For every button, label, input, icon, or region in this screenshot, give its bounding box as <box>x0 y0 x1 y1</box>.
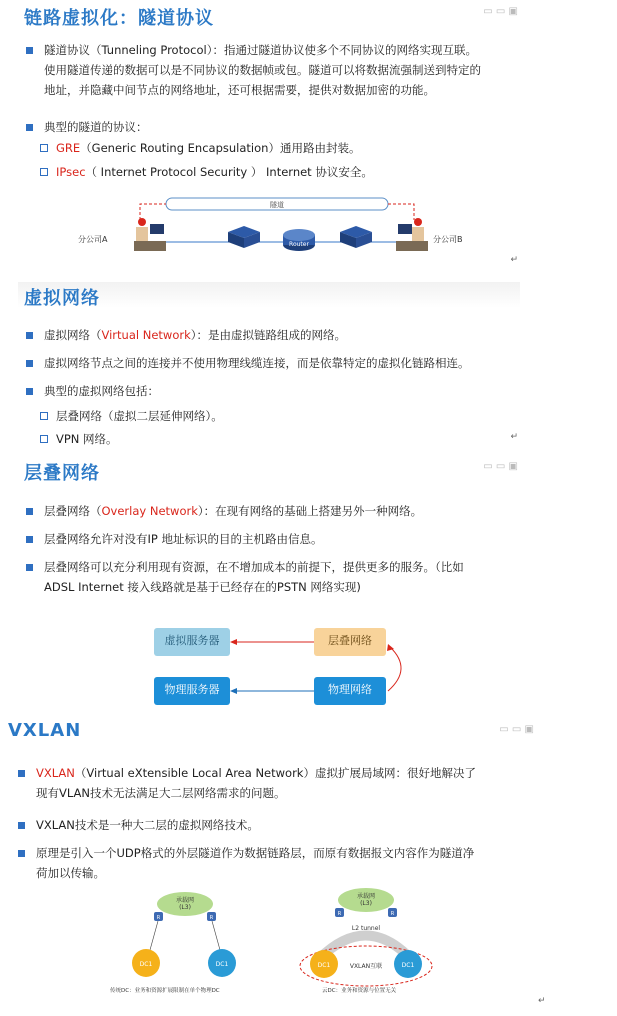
cloud-sub-label: (L3) <box>360 900 372 907</box>
bullet-icon <box>26 508 33 515</box>
text: ）：是由虚拟链路组成的网络。 <box>190 328 346 342</box>
branch-a-label: 分公司A <box>78 235 108 244</box>
return-mark-icon: ↵ <box>538 996 546 1006</box>
paragraph <box>44 501 422 521</box>
slide-tunnel-protocol <box>18 0 520 268</box>
l2-tunnel-label: L2 tunnel <box>351 925 381 932</box>
slide-title: 虚拟网络 <box>24 288 100 309</box>
paragraph: 典型的虚拟网络包括： <box>44 384 159 398</box>
return-mark-icon: ↵ <box>510 432 518 442</box>
router-icon <box>283 229 315 251</box>
office-left-icon <box>134 218 166 251</box>
paragraph <box>44 325 346 345</box>
sub-bullet-icon <box>40 435 48 443</box>
dc-label: DC1 <box>317 962 331 969</box>
bullet-icon <box>26 47 33 54</box>
dc-label: DC1 <box>139 961 153 968</box>
text-line: 隧道协议（Tunneling Protocol）：指通过隧道协议使多个不同协议的网络实现互联。 <box>44 43 477 57</box>
slide-title: 层叠网络 <box>24 463 100 484</box>
paragraph: 层叠网络允许对没有IP 地址标识的目的主机路由信息。 <box>44 532 323 546</box>
text: 层叠网络（ <box>44 504 102 518</box>
router-switch-right-icon <box>340 226 372 248</box>
text: ）：在现有网络的基础上搭建另外一种网络。 <box>197 504 423 518</box>
list-text: （ Internet Protocol Security ） Internet 协议安全。 <box>85 165 373 179</box>
keyword: Overlay Network <box>101 504 198 518</box>
slide-vxlan <box>0 718 546 1008</box>
router-r-label: R <box>337 911 342 917</box>
return-mark-icon: ↵ <box>510 255 518 265</box>
bullet-icon <box>18 822 25 829</box>
slide-title: 链路虚拟化：隧道协议 <box>24 8 214 29</box>
tunnel-label: 隧道 <box>270 201 284 209</box>
caption-right: 云DC：业务和资源与位置无关 <box>322 988 397 994</box>
branch-b-label: 分公司B <box>433 235 463 244</box>
slide-overlay-network <box>18 455 520 717</box>
list-item: VPN 网络。 <box>56 432 118 446</box>
bullet-icon <box>26 564 33 571</box>
sub-bullet-icon <box>40 168 48 176</box>
keyword: Virtual Network <box>101 328 191 342</box>
watermark-logo: ▭ ▭ ▣ <box>483 461 518 472</box>
bullet-icon <box>18 770 25 777</box>
overlay-network-box: 层叠网络 <box>314 628 386 656</box>
watermark-logo: ▭ ▭ ▣ <box>499 724 534 735</box>
dc-label: DC1 <box>401 962 415 969</box>
router-switch-left-icon <box>228 226 260 248</box>
keyword: GRE <box>56 141 81 155</box>
router-r-label: R <box>156 915 161 921</box>
bullet-icon <box>18 850 25 857</box>
list-item <box>56 138 360 158</box>
paragraph: 典型的隧道的协议： <box>44 120 148 134</box>
text: 虚拟网络（ <box>44 328 102 342</box>
list-item <box>56 162 373 182</box>
paragraph: 虚拟网络节点之间的连接并不使用物理线缆连接，而是依靠特定的虚拟化链路相连。 <box>44 356 470 370</box>
keyword: IPsec <box>56 165 86 179</box>
keyword: VXLAN <box>36 766 75 780</box>
list-item: 层叠网络（虚拟二层延伸网络）。 <box>56 409 223 423</box>
text-line: 原理是引入一个UDP格式的外层隧道作为数据链路层，而原有数据报文内容作为隧道净 <box>36 846 475 860</box>
paragraph <box>44 557 520 597</box>
dc-label: DC1 <box>215 961 229 968</box>
physical-server-box: 物理服务器 <box>154 677 230 705</box>
sub-bullet-icon <box>40 412 48 420</box>
bullet-icon <box>26 332 33 339</box>
cloud-label: 承载网 <box>175 897 195 904</box>
caption-left: 传统DC：业务和资源扩展限制在单个物理DC <box>110 988 220 994</box>
cloud-sub-label: (L3) <box>179 904 191 911</box>
router-label: Router <box>289 241 309 248</box>
bullet-icon <box>26 124 33 131</box>
paragraph: VXLAN技术是一种大二层的虚拟网络技术。 <box>36 818 259 832</box>
paragraph <box>36 843 536 883</box>
router-r-label: R <box>390 911 395 917</box>
bullet-icon <box>26 360 33 367</box>
list-text: （Generic Routing Encapsulation）通用路由封装。 <box>80 141 361 155</box>
cloud-label: 承载网 <box>356 893 376 900</box>
paragraph <box>44 40 520 100</box>
office-right-icon <box>396 218 428 251</box>
overlay-arrows <box>228 625 408 710</box>
text-line <box>36 763 536 783</box>
text-line: 使用隧道传递的数据可以是不同协议的数据帧或包。隧道可以将数据流强制送到特定的 <box>44 63 481 77</box>
text: （Virtual eXtensible Local Area Network）虚拟扩展局域网：很好地解决了 <box>74 766 476 780</box>
vxlan-link-label: VXLAN互联 <box>349 963 383 970</box>
router-r-label: R <box>209 915 214 921</box>
tunnel-diagram <box>78 190 498 265</box>
bullet-icon <box>26 536 33 543</box>
text-line: ADSL Internet 接入线路就是基于已经存在的PSTN 网络实现) <box>44 580 361 594</box>
bullet-icon <box>26 388 33 395</box>
text-line: 现有VLAN技术无法满足大二层网络需求的问题。 <box>36 786 286 800</box>
physical-network-box: 物理网络 <box>314 677 386 705</box>
paragraph <box>36 763 536 803</box>
virtual-server-box: 虚拟服务器 <box>154 628 230 656</box>
text-line: 荷加以传输。 <box>36 866 105 880</box>
vxlan-diagram <box>110 888 440 1003</box>
watermark-logo: ▭ ▭ ▣ <box>483 6 518 17</box>
sub-bullet-icon <box>40 144 48 152</box>
slide-title: VXLAN <box>8 720 82 741</box>
slide-virtual-network <box>18 282 520 447</box>
text-line: 层叠网络可以充分利用现有资源，在不增加成本的前提下，提供更多的服务。（比如 <box>44 560 464 574</box>
text-line: 地址，并隐藏中间节点的网络地址，还可根据需要，提供对数据加密的功能。 <box>44 83 435 97</box>
